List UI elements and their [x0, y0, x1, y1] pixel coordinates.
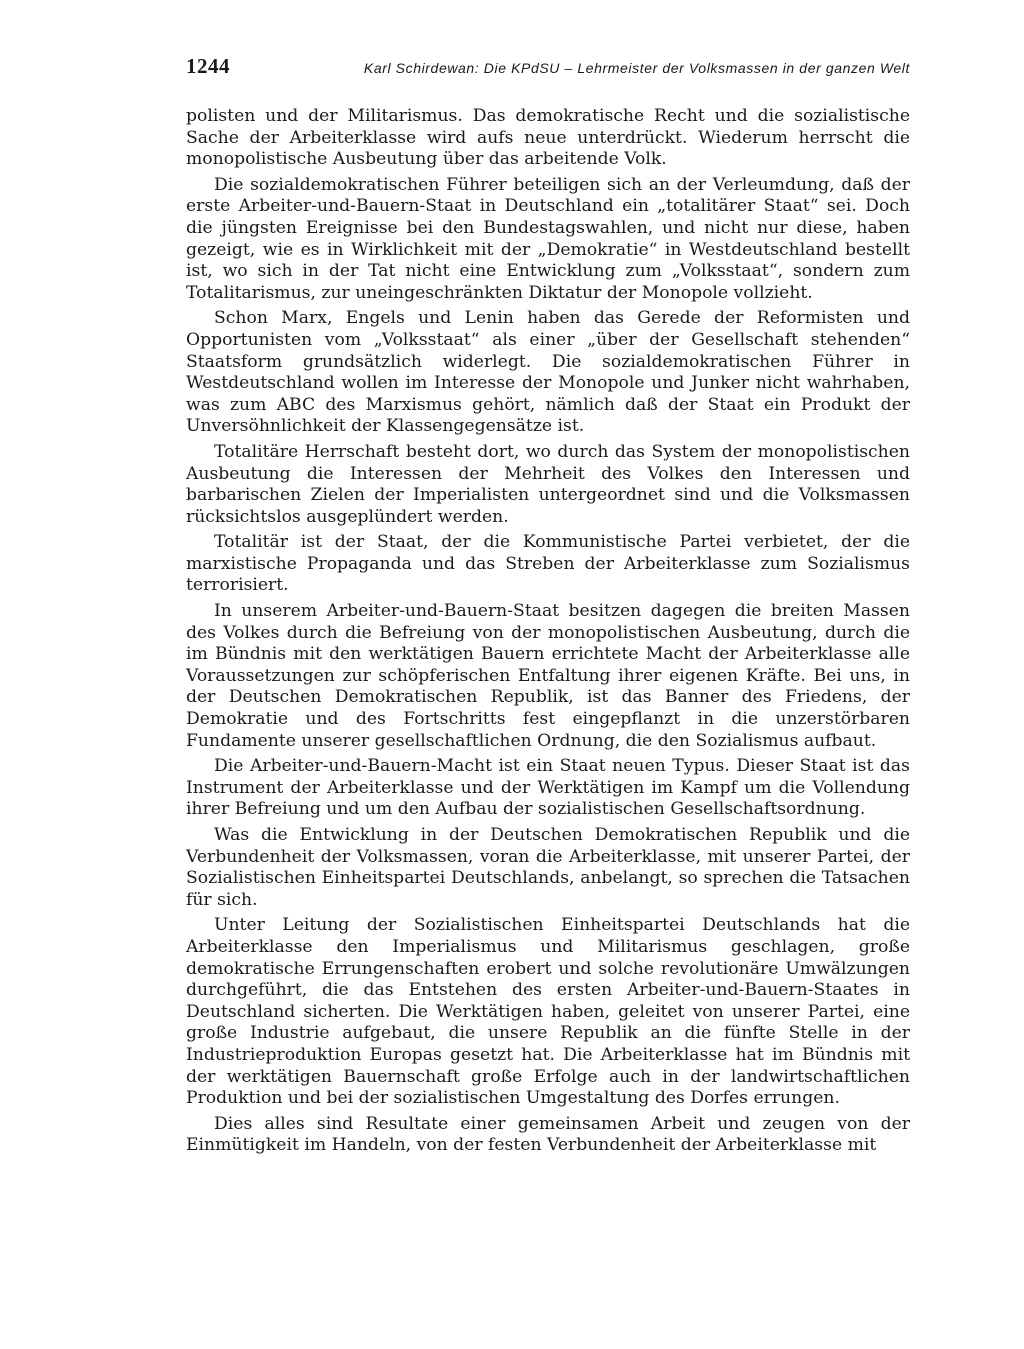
paragraph-8: Was die Entwicklung in der Deutschen Demokratischen Republik und die Verbundenheit der Volksmassen, voran die Arbeiterklasse, mit unserer Partei, der Sozialistischen Einheitspartei Deutschlands, anbelangt, so sprechen die Tatsachen für sich.	[186, 825, 910, 910]
paragraph-3: Schon Marx, Engels und Lenin haben das Gerede der Reformisten und Opportunisten vom „Volksstaat“ als einer „über der Gesellschaft stehenden“ Staatsform grundsätzlich widerlegt. Die sozialdemokratischen Führer in Westdeutschland wollen im Interesse der Monopole und Junker nicht wahrhaben, was zum ABC des Marxismus gehört, nämlich daß der Staat ein Produkt der Unversöhnlichkeit der Klassengegensätze ist.	[186, 308, 910, 437]
paragraph-5: Totalitär ist der Staat, der die Kommunistische Partei verbietet, der die marxistische Propaganda und das Streben der Arbeiterklasse zum Sozialismus terrorisiert.	[186, 532, 910, 596]
page-number: 1244	[186, 54, 230, 78]
page-header	[186, 54, 910, 84]
paragraph-2: Die sozialdemokratischen Führer beteiligen sich an der Verleumdung, daß der erste Arbeiter-und-Bauern-Staat in Deutschland ein „totalitärer Staat“ sei. Doch die jüngsten Ereignisse bei den Bundestagswahlen, und nicht nur diese, haben gezeigt, wie es in Wirklichkeit mit der „Demokratie“ in Westdeutschland bestellt ist, wo sich in der Tat nicht eine Entwicklung zum „Volksstaat“, sondern zum Totalitarismus, zur uneingeschränkten Diktatur der Monopole vollzieht.	[186, 174, 910, 303]
body-text	[186, 106, 910, 1157]
paragraph-1: polisten und der Militarismus. Das demokratische Recht und die sozialistische Sache der Arbeiterklasse wird aufs neue unterdrückt. Wiederum herrscht die monopolistische Ausbeutung über das arbeitende Volk.	[186, 106, 910, 170]
paragraph-4: Totalitäre Herrschaft besteht dort, wo durch das System der monopolistischen Ausbeutung die Interessen der Mehrheit des Volkes den Interessen und barbarischen Zielen der Imperialisten untergeordnet sind und die Volksmassen rücksichtslos ausgeplündert werden.	[186, 441, 910, 527]
paragraph-7: Die Arbeiter-und-Bauern-Macht ist ein Staat neuen Typus. Dieser Staat ist das Instrument der Arbeiterklasse und der Werktätigen im Kampf um die Vollendung ihrer Befreiung und um den Aufbau der sozialistischen Gesellschaftsordnung.	[186, 756, 910, 820]
document-page	[186, 54, 910, 1157]
paragraph-6: In unserem Arbeiter-und-Bauern-Staat besitzen dagegen die breiten Massen des Volkes durch die Befreiung von der monopolistischen Ausbeutung, durch die im Bündnis mit den werktätigen Bauern errichtete Macht der Arbeiterklasse alle Voraussetzungen zur schöpferischen Entfaltung ihrer eigenen Kräfte. Bei uns, in der Deutschen Demokratischen Republik, ist das Banner des Friedens, der Demokratie und des Fortschritts fest eingepflanzt in die unzerstörbaren Fundamente unserer gesellschaftlichen Ordnung, die den Sozialismus aufbaut.	[186, 601, 910, 751]
paragraph-10: Dies alles sind Resultate einer gemeinsamen Arbeit und zeugen von der Einmütigkeit im Handeln, von der festen Verbundenheit der Arbeiterklasse mit	[186, 1113, 910, 1156]
paragraph-9: Unter Leitung der Sozialistischen Einheitspartei Deutschlands hat die Arbeiterklasse den Imperialismus und Militarismus geschlagen, große demokratische Errungenschaften erobert und solche revolutionäre Umwälzungen durchgeführt, die das Entstehen des ersten Arbeiter-und-Bauern-Staates in Deutschland sicherten. Die Werktätigen haben, geleitet von unserer Partei, eine große Industrie aufgebaut, die unsere Republik an die fünfte Stelle in der Industrieproduktion Europas gesetzt hat. Die Arbeiterklasse hat im Bündnis mit der werktätigen Bauernschaft große Erfolge auch in der landwirtschaftlichen Produktion und bei der sozialistischen Umgestaltung des Dorfes errungen.	[186, 915, 910, 1109]
running-head: Karl Schirdewan: Die KPdSU – Lehrmeister der Volksmassen in der ganzen Welt	[363, 60, 910, 76]
